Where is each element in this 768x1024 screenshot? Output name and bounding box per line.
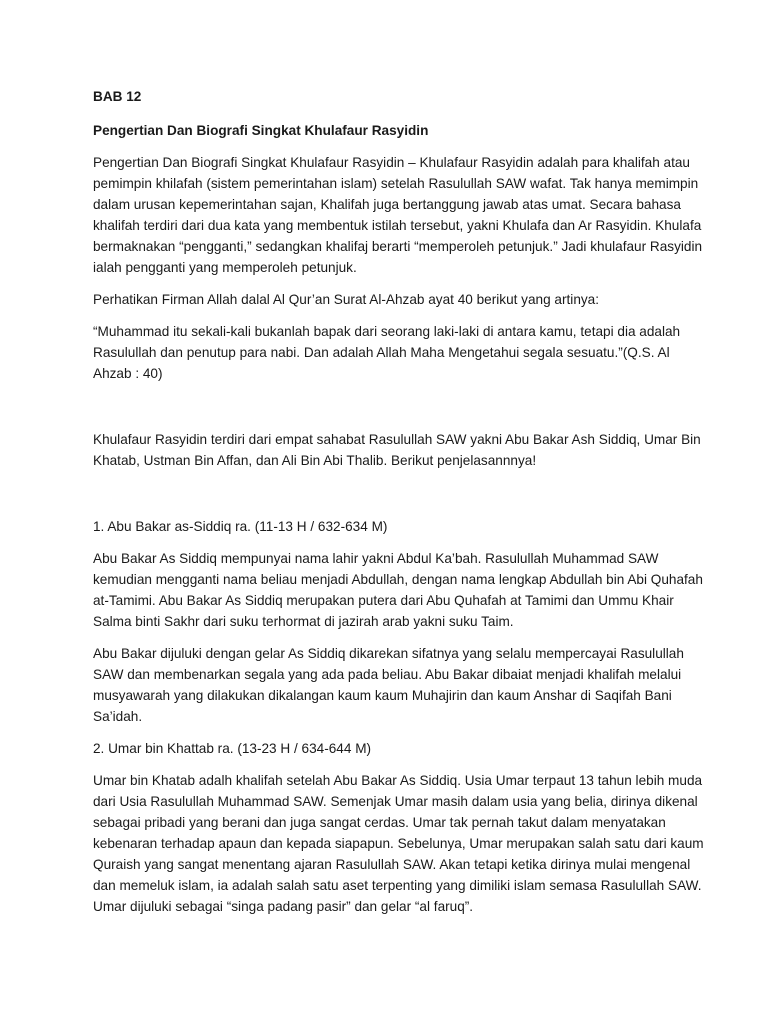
list-intro: Khulafaur Rasyidin terdiri dari empat sahabat Rasulullah SAW yakni Abu Bakar Ash Siddiq, Umar Bin Khatab, Ustman Bin Affan, dan Ali Bin Abi Thalib. Berikut penjelasannnya! bbox=[93, 432, 701, 468]
section-1-paragraph-2: Abu Bakar dijuluki dengan gelar As Siddiq dikarekan sifatnya yang selalu mempercayai Rasulullah SAW dan membenarkan segala yang ada pada beliau. Abu Bakar dibaiat menjadi khalifah melalui musyawarah yang dilakukan dikalangan kaum kaum Muhajirin dan kaum Anshar di Saqifah Bani Sa’idah. bbox=[93, 646, 684, 724]
section-1-paragraph-1: Abu Bakar As Siddiq mempunyai nama lahir yakni Abdul Ka’bah. Rasulullah Muhammad SAW kemudian mengganti nama beliau menjadi Abdullah, dengan nama lengkap Abdullah bin Abi Quhafah at-Tamimi. Abu Bakar As Siddiq merupakan putera dari Abu Quhafah at Tamimi dan Ummu Khair Salma binti Sakhr dari suku terhormat di jazirah arab yakni suku Taim. bbox=[93, 551, 703, 629]
section-2-heading: 2. Umar bin Khattab ra. (13-23 H / 634-644 M) bbox=[93, 741, 372, 756]
document-title: Pengertian Dan Biografi Singkat Khulafaur Rasyidin bbox=[93, 123, 429, 138]
verse-intro: Perhatikan Firman Allah dalal Al Qur’an Surat Al-Ahzab ayat 40 berikut yang artinya: bbox=[93, 292, 600, 307]
section-1-heading: 1. Abu Bakar as-Siddiq ra. (11-13 H / 632-634 M) bbox=[93, 519, 388, 534]
intro-paragraph: Pengertian Dan Biografi Singkat Khulafaur Rasyidin – Khulafaur Rasyidin adalah para khalifah atau pemimpin khilafah (sistem pemerintahan islam) setelah Rasulullah SAW wafat. Tak hanya memimpin dalam urusan kepemerintahan sajan, Khalifah juga bertanggung jawab atas umat. Secara bahasa khalifah terdiri dari dua kata yang membentuk istilah tersebut, yakni Khulafa dan Ar Rasyidin. Khulafa bermaknakan “pengganti,” sedangkan khalifaj berarti “memperoleh petunjuk.” Jadi khulafaur Rasyidin ialah pengganti yang memperoleh petunjuk. bbox=[93, 155, 703, 275]
verse-quote: “Muhammad itu sekali-kali bukanlah bapak dari seorang laki-laki di antara kamu, tetapi dia adalah Rasulullah dan penutup para nabi. Dan adalah Allah Maha Mengetahui segala sesuatu.”(Q.S. Al Ahzab : 40) bbox=[93, 324, 681, 381]
document-page bbox=[93, 86, 705, 928]
chapter-label: BAB 12 bbox=[93, 89, 142, 104]
section-2-paragraph-1: Umar bin Khatab adalh khalifah setelah Abu Bakar As Siddiq. Usia Umar terpaut 13 tahun lebih muda dari Usia Rasulullah Muhammad SAW. Semenjak Umar masih dalam usia yang belia, dirinya dikenal sebagai pribadi yang berani dan juga sangat cerdas. Umar tak pernah takut dalam menyatakan kebenaran terhadap apaun dan kepada siapapun. Sebelunya, Umar merupakan salah satu dari kaum Quraish yang sangat menentang ajaran Rasulullah SAW. Akan tetapi ketika dirinya mulai mengenal dan memeluk islam, ia adalah salah satu aset terpenting yang dimiliki islam semasa Rasulullah SAW. Umar dijuluki sebagai “singa padang pasir” dan gelar “al faruq”. bbox=[93, 773, 704, 914]
